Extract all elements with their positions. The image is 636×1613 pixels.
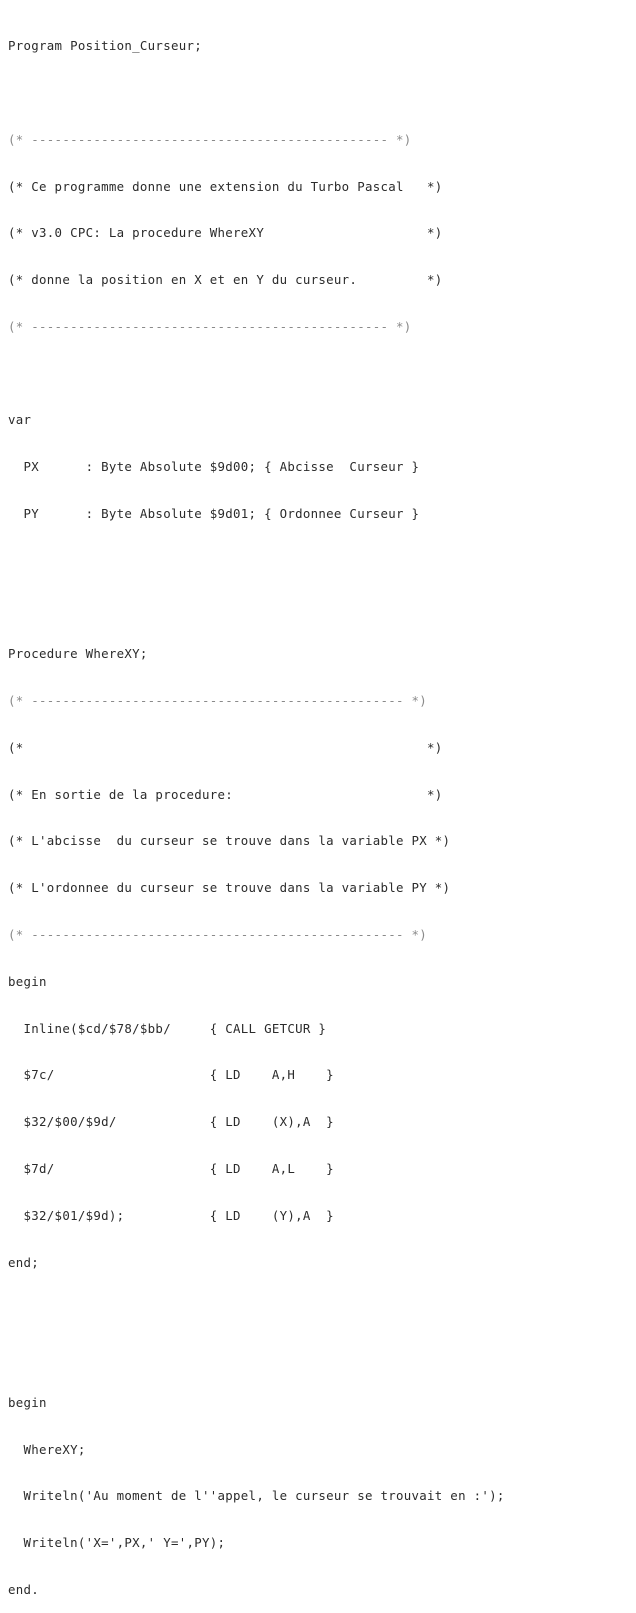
comment-rule-line: (* ---------------------------------------------- *) <box>8 131 412 147</box>
comment-line: (* Ce programme donne une extension du Turbo Pascal *) <box>8 178 443 194</box>
statement-line: Writeln('Au moment de l''appel, le curseur se trouvait en :'); <box>8 1488 505 1504</box>
end-keyword-line: end; <box>8 1254 40 1270</box>
inline-code-line: $7c/ { LD A,H } <box>8 1067 334 1083</box>
var-declaration-py: PY : Byte Absolute $9d01; { Ordonnee Curseur } <box>8 506 420 521</box>
comment-rule-line: (* ------------------------------------------------ *) <box>8 693 428 709</box>
blank-line <box>8 85 632 101</box>
blank-line <box>8 1301 632 1317</box>
procedure-header-line: Procedure WhereXY; <box>8 646 148 662</box>
inline-code-line: $7d/ { LD A,L } <box>8 1160 334 1176</box>
statement-line: WhereXY; <box>8 1441 86 1457</box>
comment-line: (* L'ordonnee du curseur se trouve dans la variable PY *) <box>8 880 451 896</box>
code-listing <box>8 7 632 1613</box>
begin-keyword-line: begin <box>8 1394 47 1410</box>
comment-line: (* donne la position en X et en Y du curseur. *) <box>8 272 443 288</box>
comment-line: (* L'abcisse du curseur se trouve dans la variable PX *) <box>8 833 451 849</box>
begin-keyword-line: begin <box>8 973 47 989</box>
program-end-line: end. <box>8 1581 40 1597</box>
blank-line <box>8 1348 632 1364</box>
program-header-line: Program Position_Curseur; <box>8 38 202 54</box>
inline-code-line: Inline($cd/$78/$bb/ { CALL GETCUR } <box>8 1020 327 1036</box>
comment-line: (* *) <box>8 739 443 755</box>
var-declaration-px: PX : Byte Absolute $9d00; { Abcisse Curseur } <box>8 459 420 475</box>
statement-line: Writeln('X=',PX,' Y=',PY); <box>8 1535 226 1551</box>
comment-rule-line: (* ---------------------------------------------- *) <box>8 318 412 334</box>
comment-line: (* v3.0 CPC: La procedure WhereXY *) <box>8 225 443 241</box>
comment-line: (* En sortie de la procedure: *) <box>8 786 443 802</box>
blank-line <box>8 366 632 382</box>
inline-code-line: $32/$01/$9d); { LD (Y),A } <box>8 1207 334 1223</box>
blank-line <box>8 600 632 616</box>
comment-rule-line: (* ------------------------------------------------ *) <box>8 927 428 943</box>
inline-code-line: $32/$00/$9d/ { LD (X),A } <box>8 1114 334 1130</box>
blank-line <box>8 553 632 569</box>
var-keyword-line: var <box>8 412 32 428</box>
